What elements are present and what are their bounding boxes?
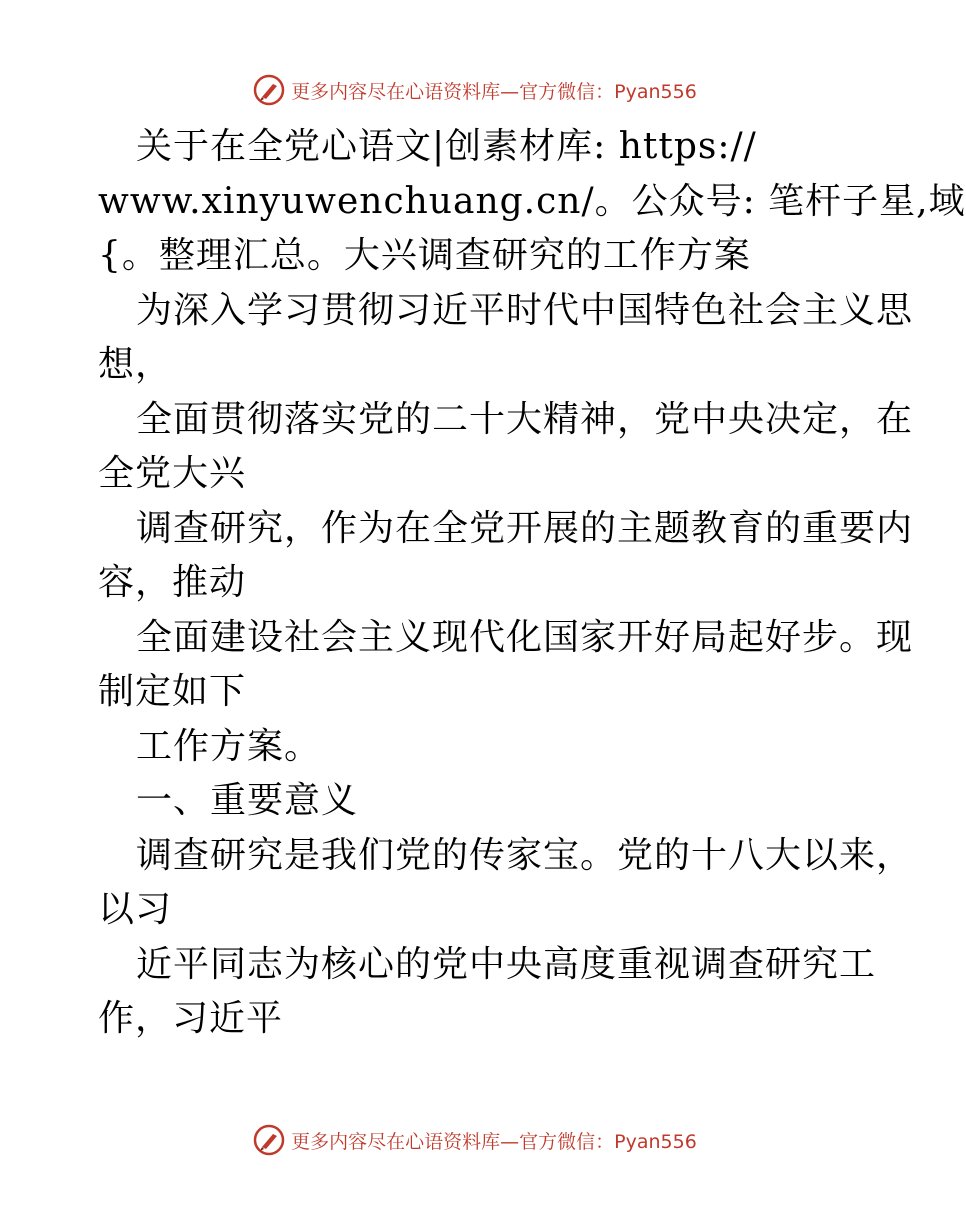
text-line-8: 调查研究，作为在全党开展的主题教育的重要内 — [136, 507, 914, 549]
text-line-7: 全党大兴 — [98, 453, 247, 494]
quill-pen-logo-icon — [253, 74, 285, 106]
text-line-16: 近平同志为核心的党中央高度重视调查研究工 — [136, 943, 877, 985]
section-heading: 一、重要意义 — [136, 780, 359, 821]
footer-banner — [0, 1120, 950, 1160]
text-line-11: 制定如下 — [98, 671, 247, 712]
quill-pen-logo-icon — [253, 1124, 285, 1156]
text-line-4: 为深入学习贯彻习近平时代中国特色社会主义思 — [136, 289, 914, 331]
header-banner-text: 更多内容尽在心语资料库—官方微信：Pyan556 — [291, 80, 697, 103]
text-line-15: 以习 — [98, 889, 173, 930]
text-line-12: 工作方案。 — [136, 725, 322, 767]
text-line-5: 想， — [98, 344, 173, 385]
text-line-2: www.xinyuwenchuang.cn/。公众号: 笔杆子星,域 — [98, 180, 966, 222]
text-line-1: 关于在全党心语文|创素材库: https:// — [136, 126, 757, 167]
footer-banner-text: 更多内容尽在心语资料库—官方微信：Pyan556 — [291, 1130, 697, 1153]
text-line-17: 作，习近平 — [98, 998, 284, 1039]
document-body — [98, 120, 966, 1047]
text-line-14: 调查研究是我们党的传家宝。党的十八大以来， — [136, 834, 914, 876]
text-line-9: 容，推动 — [98, 562, 247, 603]
text-line-6: 全面贯彻落实党的二十大精神，党中央决定，在 — [136, 398, 914, 440]
text-line-10: 全面建设社会主义现代化国家开好局起好步。现 — [136, 616, 914, 658]
text-line-3: {。整理汇总。大兴调查研究的工作方案 — [98, 235, 751, 276]
header-banner — [0, 70, 950, 110]
